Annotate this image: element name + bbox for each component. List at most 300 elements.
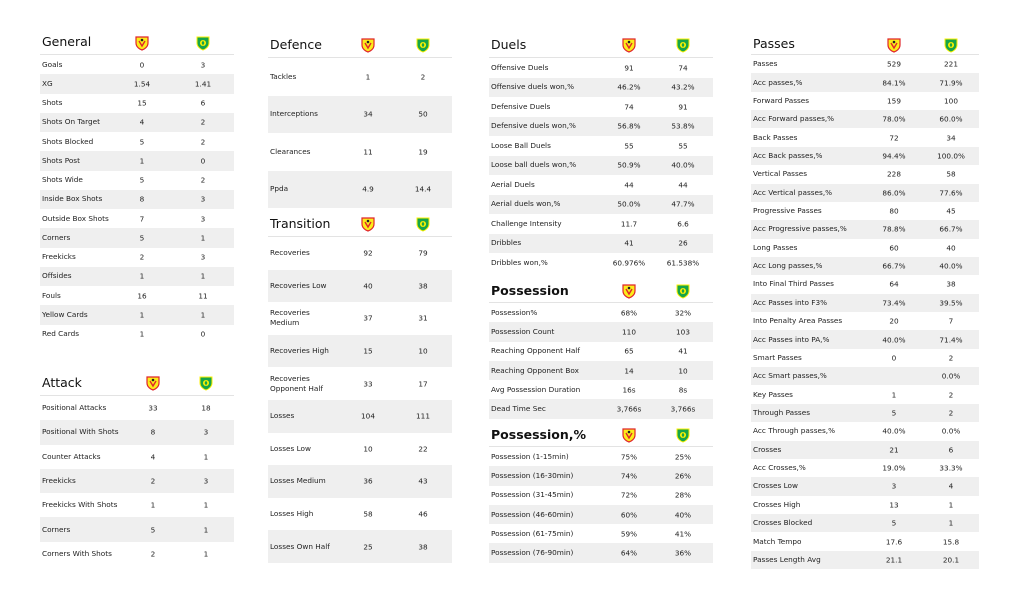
team1-value: 8 xyxy=(150,427,156,437)
team2-value: 38 xyxy=(418,281,428,291)
stat-row xyxy=(489,214,713,234)
stat-row xyxy=(751,92,979,110)
defence-title: Defence xyxy=(270,37,322,52)
possession_pct-rows xyxy=(489,447,713,563)
team2-value: 46 xyxy=(418,509,428,519)
team2-crest-icon xyxy=(943,37,959,53)
team2-value: 1 xyxy=(200,271,206,281)
stat-row xyxy=(751,514,979,532)
team2-value: 43.2% xyxy=(671,82,695,92)
stat-row xyxy=(489,466,713,485)
stat-label: Possession (1-15min) xyxy=(491,451,569,461)
team1-value: 15 xyxy=(137,98,147,108)
team2-crest-icon xyxy=(195,35,211,51)
team1-value: 68% xyxy=(620,308,638,318)
team2-value: 6.6 xyxy=(677,219,689,229)
stat-label: Aerial Duels xyxy=(491,179,535,189)
transition-title: Transition xyxy=(270,216,331,231)
stat-label: Crosses Blocked xyxy=(753,518,813,528)
stat-row xyxy=(751,184,979,202)
team2-value: 53.8% xyxy=(671,121,695,131)
team2-value: 66.7% xyxy=(939,224,963,234)
team2-value: 1 xyxy=(203,452,209,462)
stat-row xyxy=(268,465,452,498)
stat-row xyxy=(40,248,234,267)
team2-value: 43 xyxy=(418,476,428,486)
team1-value: 0 xyxy=(139,60,145,70)
stat-row xyxy=(268,530,452,563)
stat-row xyxy=(40,190,234,209)
stat-row xyxy=(751,220,979,238)
team2-value: 8s xyxy=(678,385,688,395)
stat-label: Match Tempo xyxy=(753,536,802,546)
team2-value: 55 xyxy=(678,141,688,151)
stat-label: Reaching Opponent Half xyxy=(491,346,580,356)
team2-crest-icon xyxy=(675,427,691,443)
stat-row xyxy=(751,404,979,422)
team2-value: 6 xyxy=(948,445,954,455)
team1-value: 17.6 xyxy=(885,537,903,547)
team2-value: 26 xyxy=(678,238,688,248)
general-rows xyxy=(40,55,234,344)
stat-row xyxy=(40,517,234,541)
team2-value: 32% xyxy=(674,308,692,318)
stat-row xyxy=(751,349,979,367)
team2-value: 2 xyxy=(200,137,206,147)
stat-label: Shots Wide xyxy=(42,175,83,185)
team1-value: 33 xyxy=(363,379,373,389)
stat-label: Corners xyxy=(42,232,71,242)
stat-row xyxy=(268,302,452,335)
stat-label: Passes Length Avg xyxy=(753,554,821,564)
stat-label: Crosses xyxy=(753,444,782,454)
stat-label: Shots On Target xyxy=(42,117,100,127)
stat-row xyxy=(751,459,979,477)
team1-value: 5 xyxy=(891,518,897,528)
stat-label: Recoveries Opponent Half xyxy=(270,373,323,393)
stat-label: Shots Blocked xyxy=(42,136,94,146)
passes-rows xyxy=(751,55,979,569)
stat-row xyxy=(489,234,713,254)
stat-label: Acc Through passes,% xyxy=(753,426,836,436)
team1-value: 11 xyxy=(363,147,373,157)
stat-row xyxy=(489,486,713,505)
passes-title: Passes xyxy=(753,36,795,51)
stat-label: Acc Passes into PA,% xyxy=(753,334,830,344)
team2-value: 31 xyxy=(418,313,428,323)
team1-value: 1 xyxy=(139,329,145,339)
stat-row xyxy=(489,117,713,137)
stat-row xyxy=(489,524,713,543)
stat-label: Positional With Shots xyxy=(42,427,119,437)
team2-value: 2 xyxy=(420,72,426,82)
stat-row xyxy=(40,228,234,247)
team1-value: 66.7% xyxy=(882,261,906,271)
team2-value: 26% xyxy=(674,471,692,481)
team1-value: 4 xyxy=(150,452,156,462)
stat-label: Ppda xyxy=(270,184,289,194)
possession-title: Possession xyxy=(491,283,569,298)
team1-value: 72% xyxy=(620,490,638,500)
stat-row xyxy=(40,420,234,444)
stat-label: Crosses Low xyxy=(753,481,798,491)
defence-header xyxy=(268,34,452,58)
stat-label: Recoveries Medium xyxy=(270,308,310,328)
team1-value: 41 xyxy=(624,238,634,248)
team2-value: 79 xyxy=(418,248,428,258)
stat-row xyxy=(40,325,234,344)
team2-value: 3 xyxy=(200,252,206,262)
stat-label: Freekicks xyxy=(42,476,76,486)
team2-value: 1 xyxy=(948,518,954,528)
stat-row xyxy=(40,151,234,170)
team1-value: 34 xyxy=(363,109,373,119)
stat-row xyxy=(489,342,713,361)
stat-row xyxy=(268,433,452,466)
team2-value: 10 xyxy=(678,366,688,376)
stat-row xyxy=(268,133,452,171)
team1-crest-icon xyxy=(134,35,150,51)
team1-value: 3 xyxy=(891,481,897,491)
stat-row xyxy=(40,55,234,74)
possession-header xyxy=(489,280,713,303)
stat-row xyxy=(751,385,979,403)
team1-value: 5 xyxy=(139,233,145,243)
stat-row xyxy=(751,330,979,348)
team2-value: 25% xyxy=(674,452,692,462)
stat-label: Interceptions xyxy=(270,109,318,119)
team1-value: 529 xyxy=(887,59,901,69)
team1-value: 159 xyxy=(887,96,901,106)
stat-row xyxy=(489,156,713,176)
team2-value: 22 xyxy=(418,444,428,454)
stat-row xyxy=(489,97,713,117)
stat-row xyxy=(751,257,979,275)
team1-value: 94.4% xyxy=(882,151,906,161)
duels-header xyxy=(489,34,713,58)
team1-value: 40 xyxy=(363,281,373,291)
stat-label: Tackles xyxy=(270,71,297,81)
stat-label: Into Final Third Passes xyxy=(753,279,834,289)
team2-value: 2 xyxy=(948,353,954,363)
stat-label: Aerial duels won,% xyxy=(491,199,561,209)
stat-row xyxy=(751,275,979,293)
stat-label: Forward Passes xyxy=(753,95,810,105)
team1-value: 64 xyxy=(889,279,899,289)
stat-row xyxy=(489,175,713,195)
stat-label: Recoveries xyxy=(270,248,310,258)
team2-crest-icon xyxy=(415,216,431,232)
team1-value: 16 xyxy=(137,291,147,301)
team1-value: 1 xyxy=(139,310,145,320)
team2-value: 1.41 xyxy=(194,79,212,89)
stat-row xyxy=(489,361,713,380)
team2-value: 41 xyxy=(678,346,688,356)
team1-crest-icon xyxy=(621,37,637,53)
team1-value: 46.2% xyxy=(617,82,641,92)
team2-value: 50 xyxy=(418,109,428,119)
team2-value: 2 xyxy=(948,390,954,400)
team1-value: 40.0% xyxy=(882,426,906,436)
team2-value: 3 xyxy=(203,476,209,486)
transition-rows xyxy=(268,237,452,563)
stat-label: Through Passes xyxy=(753,408,811,418)
stat-row xyxy=(489,399,713,418)
team2-value: 28% xyxy=(674,490,692,500)
attack-rows xyxy=(40,396,234,566)
team1-value: 0 xyxy=(891,353,897,363)
stat-label: Dead Time Sec xyxy=(491,404,546,414)
stat-label: Back Passes xyxy=(753,132,798,142)
team1-value: 2 xyxy=(139,252,145,262)
stat-label: Dribbles xyxy=(491,238,522,248)
stat-row xyxy=(40,267,234,286)
stat-row xyxy=(268,58,452,96)
team1-crest-icon xyxy=(621,283,637,299)
possession_pct-header xyxy=(489,424,713,447)
team2-value: 11 xyxy=(198,291,208,301)
team1-value: 64% xyxy=(620,548,638,558)
team1-value: 50.0% xyxy=(617,199,641,209)
team2-value: 34 xyxy=(946,133,956,143)
team1-value: 65 xyxy=(624,346,634,356)
team2-value: 77.6% xyxy=(939,188,963,198)
stat-label: Acc Crosses,% xyxy=(753,463,806,473)
panel-defence xyxy=(268,34,452,208)
team1-value: 84.1% xyxy=(882,78,906,88)
stat-label: Possession% xyxy=(491,307,538,317)
stat-row xyxy=(40,286,234,305)
team1-value: 91 xyxy=(624,63,634,73)
team1-value: 56.8% xyxy=(617,121,641,131)
team1-value: 228 xyxy=(887,169,901,179)
team1-value: 110 xyxy=(622,327,636,337)
stat-label: Crosses High xyxy=(753,499,801,509)
stat-label: Acc Passes into F3% xyxy=(753,297,828,307)
stat-label: Freekicks xyxy=(42,252,76,262)
team1-value: 25 xyxy=(363,542,373,552)
team2-value: 58 xyxy=(946,169,956,179)
team2-value: 40.0% xyxy=(671,160,695,170)
stat-label: Possession Count xyxy=(491,327,555,337)
team2-value: 40 xyxy=(946,243,956,253)
team2-value: 3 xyxy=(200,194,206,204)
stat-row xyxy=(751,239,979,257)
team1-value: 1 xyxy=(139,271,145,281)
team2-value: 20.1 xyxy=(942,555,960,565)
stat-row xyxy=(489,322,713,341)
team1-crest-icon xyxy=(145,375,161,391)
team1-value: 44 xyxy=(624,180,634,190)
stat-row xyxy=(40,305,234,324)
team1-value: 60 xyxy=(889,243,899,253)
team1-value: 75% xyxy=(620,452,638,462)
stat-label: Progressive Passes xyxy=(753,206,822,216)
team1-value: 13 xyxy=(889,500,899,510)
team1-value: 14 xyxy=(624,366,634,376)
team1-value: 86.0% xyxy=(882,188,906,198)
stat-label: Losses Own Half xyxy=(270,541,330,551)
team2-value: 1 xyxy=(203,549,209,559)
stat-label: Counter Attacks xyxy=(42,451,101,461)
stat-row xyxy=(489,303,713,322)
team1-crest-icon xyxy=(360,37,376,53)
stat-label: Possession (16-30min) xyxy=(491,471,574,481)
team1-value: 5 xyxy=(891,408,897,418)
team1-value: 72 xyxy=(889,133,899,143)
stat-row xyxy=(268,498,452,531)
stat-row xyxy=(751,422,979,440)
team1-value: 59% xyxy=(620,529,638,539)
team2-value: 0.0% xyxy=(941,371,961,381)
team2-value: 45 xyxy=(946,206,956,216)
stat-label: Red Cards xyxy=(42,329,80,339)
stat-label: Clearances xyxy=(270,146,311,156)
team2-value: 40% xyxy=(674,510,692,520)
team1-value: 1.54 xyxy=(133,79,151,89)
team1-value: 73.4% xyxy=(882,298,906,308)
stat-row xyxy=(40,171,234,190)
team2-crest-icon xyxy=(675,37,691,53)
stat-row xyxy=(268,400,452,433)
stat-label: Acc Vertical passes,% xyxy=(753,187,833,197)
team1-value: 104 xyxy=(361,411,375,421)
team2-value: 47.7% xyxy=(671,199,695,209)
stat-row xyxy=(751,496,979,514)
panel-general xyxy=(40,32,234,344)
stat-label: Freekicks With Shots xyxy=(42,500,118,510)
stat-row xyxy=(268,270,452,303)
stat-row xyxy=(489,447,713,466)
stat-label: Key Passes xyxy=(753,389,793,399)
stat-label: Possession (46-60min) xyxy=(491,509,574,519)
stat-label: Acc Forward passes,% xyxy=(753,114,835,124)
team2-value: 3,766s xyxy=(670,404,696,414)
stat-row xyxy=(268,335,452,368)
stat-label: Losses Low xyxy=(270,443,311,453)
stat-row xyxy=(751,128,979,146)
stat-label: Vertical Passes xyxy=(753,169,808,179)
team2-value: 3 xyxy=(203,427,209,437)
panel-duels xyxy=(489,34,713,273)
stat-label: Losses xyxy=(270,411,295,421)
team1-value: 74% xyxy=(620,471,638,481)
stat-row xyxy=(489,78,713,98)
stat-label: Offensive duels won,% xyxy=(491,82,575,92)
team1-value: 5 xyxy=(150,525,156,535)
team2-value: 40.0% xyxy=(939,261,963,271)
team2-crest-icon xyxy=(675,283,691,299)
stat-label: Shots xyxy=(42,98,63,108)
team2-value: 17 xyxy=(418,379,428,389)
stat-row xyxy=(751,73,979,91)
stat-label: Into Penalty Area Passes xyxy=(753,316,843,326)
team2-value: 41% xyxy=(674,529,692,539)
stat-label: Passes xyxy=(753,59,778,69)
team1-value: 37 xyxy=(363,313,373,323)
stat-label: Corners With Shots xyxy=(42,549,112,558)
team2-value: 38 xyxy=(418,542,428,552)
team1-crest-icon xyxy=(886,37,902,53)
stat-label: Acc Progressive passes,% xyxy=(753,224,847,234)
team2-value: 15.8 xyxy=(942,537,960,547)
team2-value: 2 xyxy=(200,175,206,185)
stat-row xyxy=(751,532,979,550)
stat-row xyxy=(751,202,979,220)
stat-row xyxy=(751,147,979,165)
panel-possession-pct xyxy=(489,424,713,563)
stat-label: Shots Post xyxy=(42,155,80,165)
stat-label: Recoveries Low xyxy=(270,280,327,290)
panel-transition xyxy=(268,213,452,563)
stat-row xyxy=(40,113,234,132)
team1-value: 36 xyxy=(363,476,373,486)
stat-label: Positional Attacks xyxy=(42,403,107,413)
stat-label: Acc Smart passes,% xyxy=(753,371,827,381)
team2-value: 44 xyxy=(678,180,688,190)
team1-value: 2 xyxy=(150,476,156,486)
stat-label: Losses High xyxy=(270,509,314,519)
team2-value: 3 xyxy=(200,60,206,70)
stat-label: Long Passes xyxy=(753,242,798,252)
stat-label: Challenge Intensity xyxy=(491,218,562,228)
team2-value: 2 xyxy=(200,117,206,127)
team2-value: 19 xyxy=(418,147,428,157)
stat-row xyxy=(40,209,234,228)
team2-value: 0.0% xyxy=(941,426,961,436)
stat-label: Possession (31-45min) xyxy=(491,490,574,500)
stat-row xyxy=(40,542,234,566)
stat-row xyxy=(751,55,979,73)
team1-value: 92 xyxy=(363,248,373,258)
stat-label: Avg Possession Duration xyxy=(491,384,581,394)
duels-rows xyxy=(489,58,713,273)
team1-value: 60.976% xyxy=(612,258,646,268)
team2-value: 4 xyxy=(948,481,954,491)
attack-title: Attack xyxy=(42,375,82,390)
team2-value: 10 xyxy=(418,346,428,356)
stat-row xyxy=(489,253,713,273)
team2-value: 1 xyxy=(203,525,209,535)
general-title: General xyxy=(42,34,92,49)
stat-label: Goals xyxy=(42,59,63,69)
team1-value: 60% xyxy=(620,510,638,520)
stat-label: Fouls xyxy=(42,290,61,300)
team1-value: 8 xyxy=(139,194,145,204)
team2-value: 33.3% xyxy=(939,463,963,473)
team1-value: 4.9 xyxy=(362,184,374,194)
stat-label: Reaching Opponent Box xyxy=(491,365,579,375)
team1-value: 55 xyxy=(624,141,634,151)
stat-label: Acc Long passes,% xyxy=(753,261,823,271)
stat-row xyxy=(751,294,979,312)
stat-label: Possession (76-90min) xyxy=(491,548,574,558)
stat-label: Offsides xyxy=(42,271,72,281)
team2-value: 91 xyxy=(678,102,688,112)
stat-label: Recoveries High xyxy=(270,346,329,356)
stat-label: Losses Medium xyxy=(270,476,326,486)
team2-value: 74 xyxy=(678,63,688,73)
team2-value: 221 xyxy=(944,59,958,69)
stat-row xyxy=(489,58,713,78)
stat-row xyxy=(40,493,234,517)
team2-value: 103 xyxy=(676,327,690,337)
team1-value: 21.1 xyxy=(885,555,903,565)
team1-value: 11.7 xyxy=(620,219,638,229)
team2-value: 6 xyxy=(200,98,206,108)
team2-value: 1 xyxy=(203,500,209,510)
stat-row xyxy=(751,165,979,183)
